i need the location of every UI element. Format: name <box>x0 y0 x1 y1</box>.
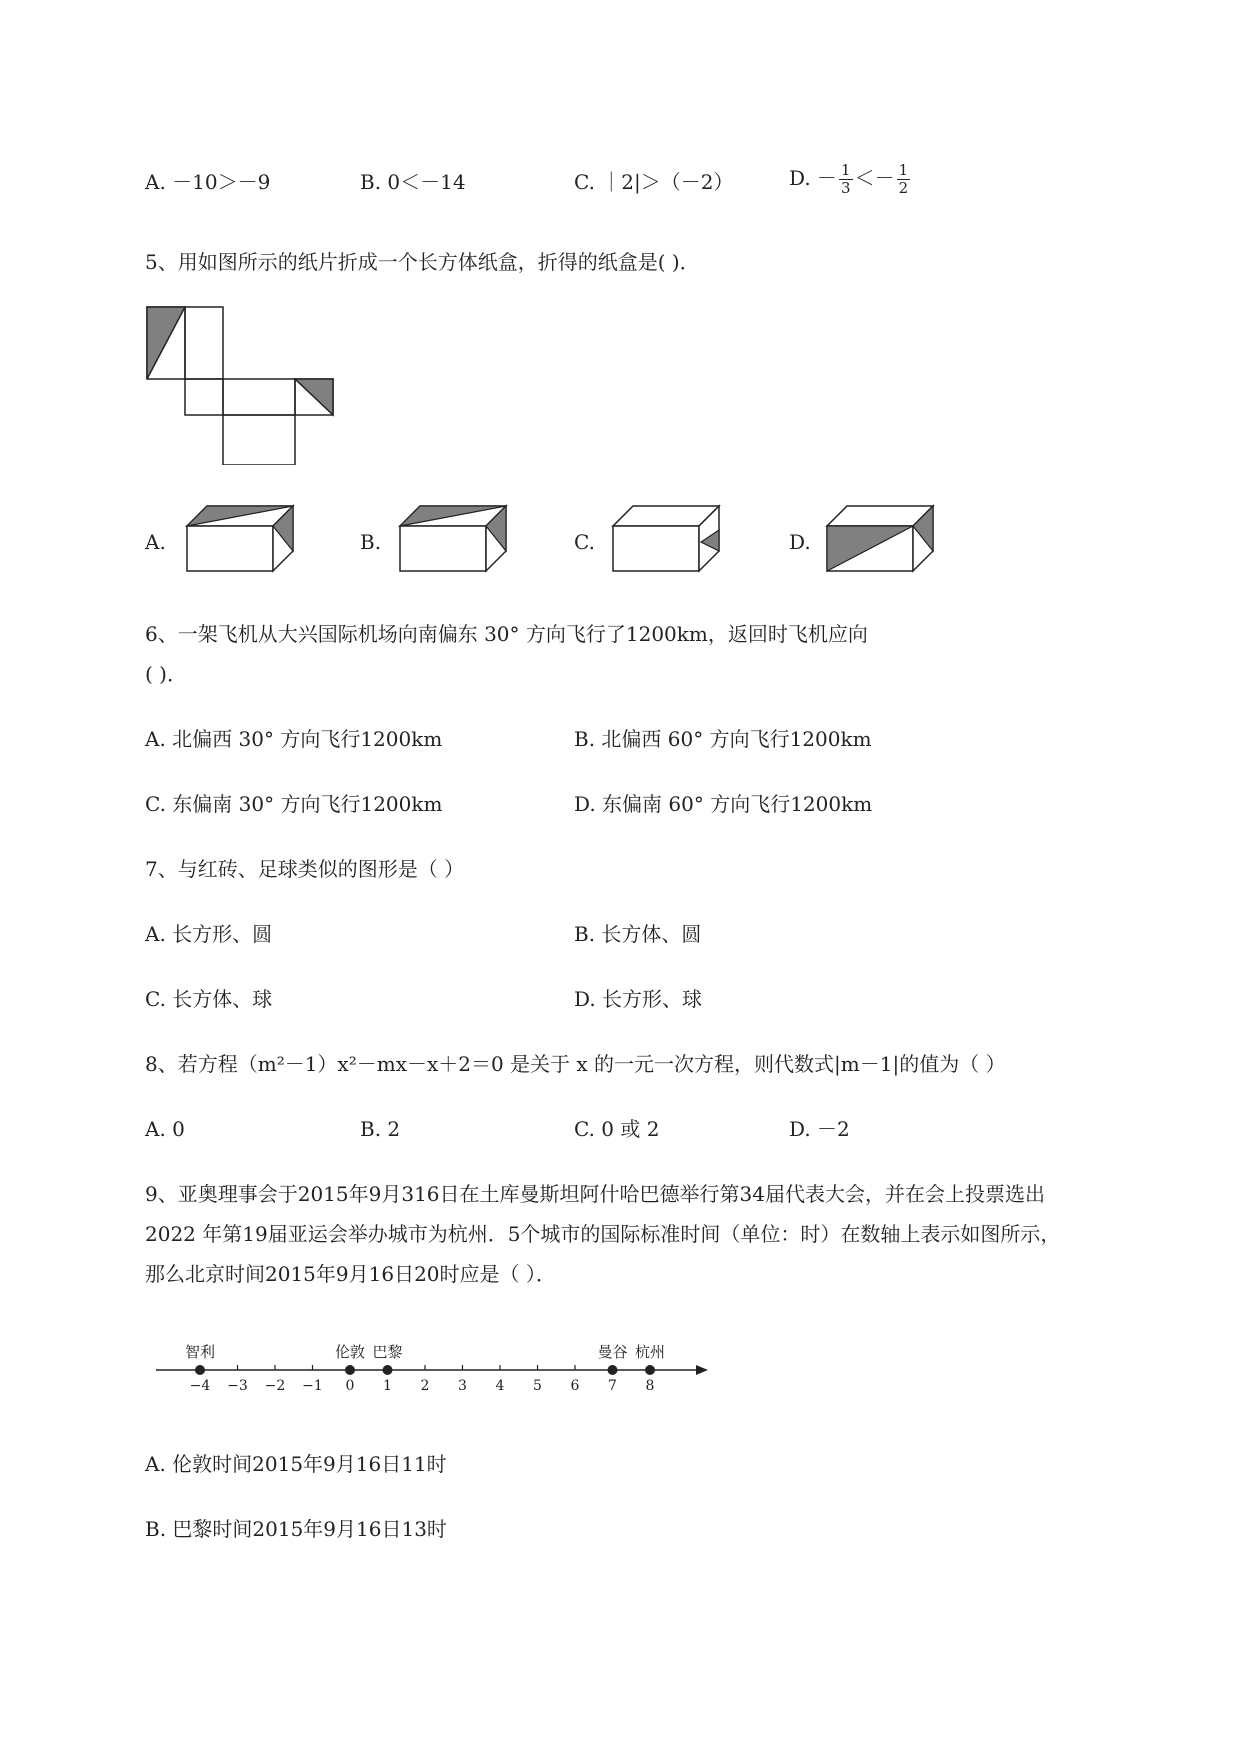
number-line-tick-label: 1 <box>383 1378 392 1394</box>
q7-option-b: B. 长方体、圆 <box>574 922 702 946</box>
number-line-tick-label: −1 <box>302 1378 323 1394</box>
q9-stem-line2: 2022 年第19届亚运会举办城市为杭州．5个城市的国际标准时间（单位：时）在数轴上表示如图所示， <box>145 1222 1061 1246</box>
q8-option-d: D. －2 <box>789 1117 850 1141</box>
q6-stem-line1: 6、一架飞机从大兴国际机场向南偏东 30° 方向飞行了1200km，返回时飞机应向 <box>145 622 868 646</box>
city-label: 杭州 <box>634 1343 666 1361</box>
q7-option-c: C. 长方体、球 <box>145 987 273 1011</box>
city-label: 伦敦 <box>334 1343 366 1361</box>
number-line-tick-label: 3 <box>458 1378 467 1394</box>
q9-option-b: B. 巴黎时间2015年9月16日13时 <box>145 1517 447 1541</box>
q8-stem: 8、若方程（m²－1）x²－mx－x＋2＝0 是关于 x 的一元一次方程，则代数式|m－1|的值为（ ） <box>145 1052 1006 1076</box>
city-label: 巴黎 <box>372 1343 403 1361</box>
city-point <box>608 1365 618 1375</box>
city-point <box>195 1365 205 1375</box>
q6-option-b: B. 北偏西 60° 方向飞行1200km <box>574 727 872 751</box>
q4-option-c: C. ｜2|＞（－2） <box>574 170 734 194</box>
number-line-tick-label: 4 <box>495 1378 505 1394</box>
q7-stem: 7、与红砖、足球类似的图形是（ ） <box>145 857 465 881</box>
q6-option-d: D. 东偏南 60° 方向飞行1200km <box>574 792 873 816</box>
q9-stem-line1: 9、亚奥理事会于2015年9月316日在土库曼斯坦阿什哈巴德举行第34届代表大会，并在会上投票选出 <box>145 1182 1045 1206</box>
q5-option-b-label: B. <box>360 530 382 554</box>
q7-option-d: D. 长方形、球 <box>574 987 703 1011</box>
fraction-one-half: $\frac{1}{2}$ <box>898 161 909 197</box>
q9-option-a: A. 伦敦时间2015年9月16日11时 <box>145 1452 447 1476</box>
number-line-tick-label: 7 <box>608 1378 617 1394</box>
q4-option-d-mid: ＜－ <box>854 166 895 190</box>
q4-option-a: A. －10＞－9 <box>145 170 271 194</box>
q4-option-d-prefix: D. － <box>789 166 838 190</box>
q6-option-a: A. 北偏西 30° 方向飞行1200km <box>145 727 443 751</box>
number-line-tick-label: 6 <box>570 1378 580 1394</box>
number-line-tick-label: −4 <box>189 1378 211 1394</box>
box-option-b <box>396 500 511 575</box>
number-line-tick-label: −3 <box>227 1378 248 1394</box>
number-line-figure <box>150 1330 710 1405</box>
box-option-c <box>609 500 724 575</box>
city-point <box>383 1365 393 1375</box>
q5-option-d-label: D. <box>789 530 811 554</box>
q4-option-b: B. 0＜－14 <box>360 170 466 194</box>
number-line-tick-label: 8 <box>645 1378 655 1394</box>
q7-option-a: A. 长方形、圆 <box>145 922 273 946</box>
q5-option-c-label: C. <box>574 530 595 554</box>
number-line-tick-label: 2 <box>420 1378 430 1394</box>
city-label: 曼谷 <box>597 1343 628 1361</box>
axis-arrow-icon <box>696 1365 708 1375</box>
q9-stem-line3: 那么北京时间2015年9月16日20时应是（ ）． <box>145 1262 556 1286</box>
city-point <box>345 1365 355 1375</box>
box-option-d <box>823 500 938 575</box>
city-point <box>645 1365 655 1375</box>
city-label: 智利 <box>184 1343 216 1361</box>
q8-option-c: C. 0 或 2 <box>574 1117 660 1141</box>
q5-option-a-label: A. <box>145 530 166 554</box>
number-line-tick-label: 5 <box>533 1378 542 1394</box>
box-option-a <box>183 500 298 575</box>
q4-option-d <box>789 162 912 197</box>
box-net-figure <box>145 305 345 465</box>
q6-option-c: C. 东偏南 30° 方向飞行1200km <box>145 792 443 816</box>
q8-option-a: A. 0 <box>145 1117 185 1141</box>
number-line-tick-label: 0 <box>345 1378 355 1394</box>
q5-stem: 5、用如图所示的纸片折成一个长方体纸盒，折得的纸盒是( )． <box>145 250 700 274</box>
fraction-one-third: $\frac{1}{3}$ <box>841 161 851 197</box>
q6-stem-line2: ( )． <box>145 662 187 686</box>
number-line-tick-label: −2 <box>264 1378 286 1394</box>
q8-option-b: B. 2 <box>360 1117 401 1141</box>
